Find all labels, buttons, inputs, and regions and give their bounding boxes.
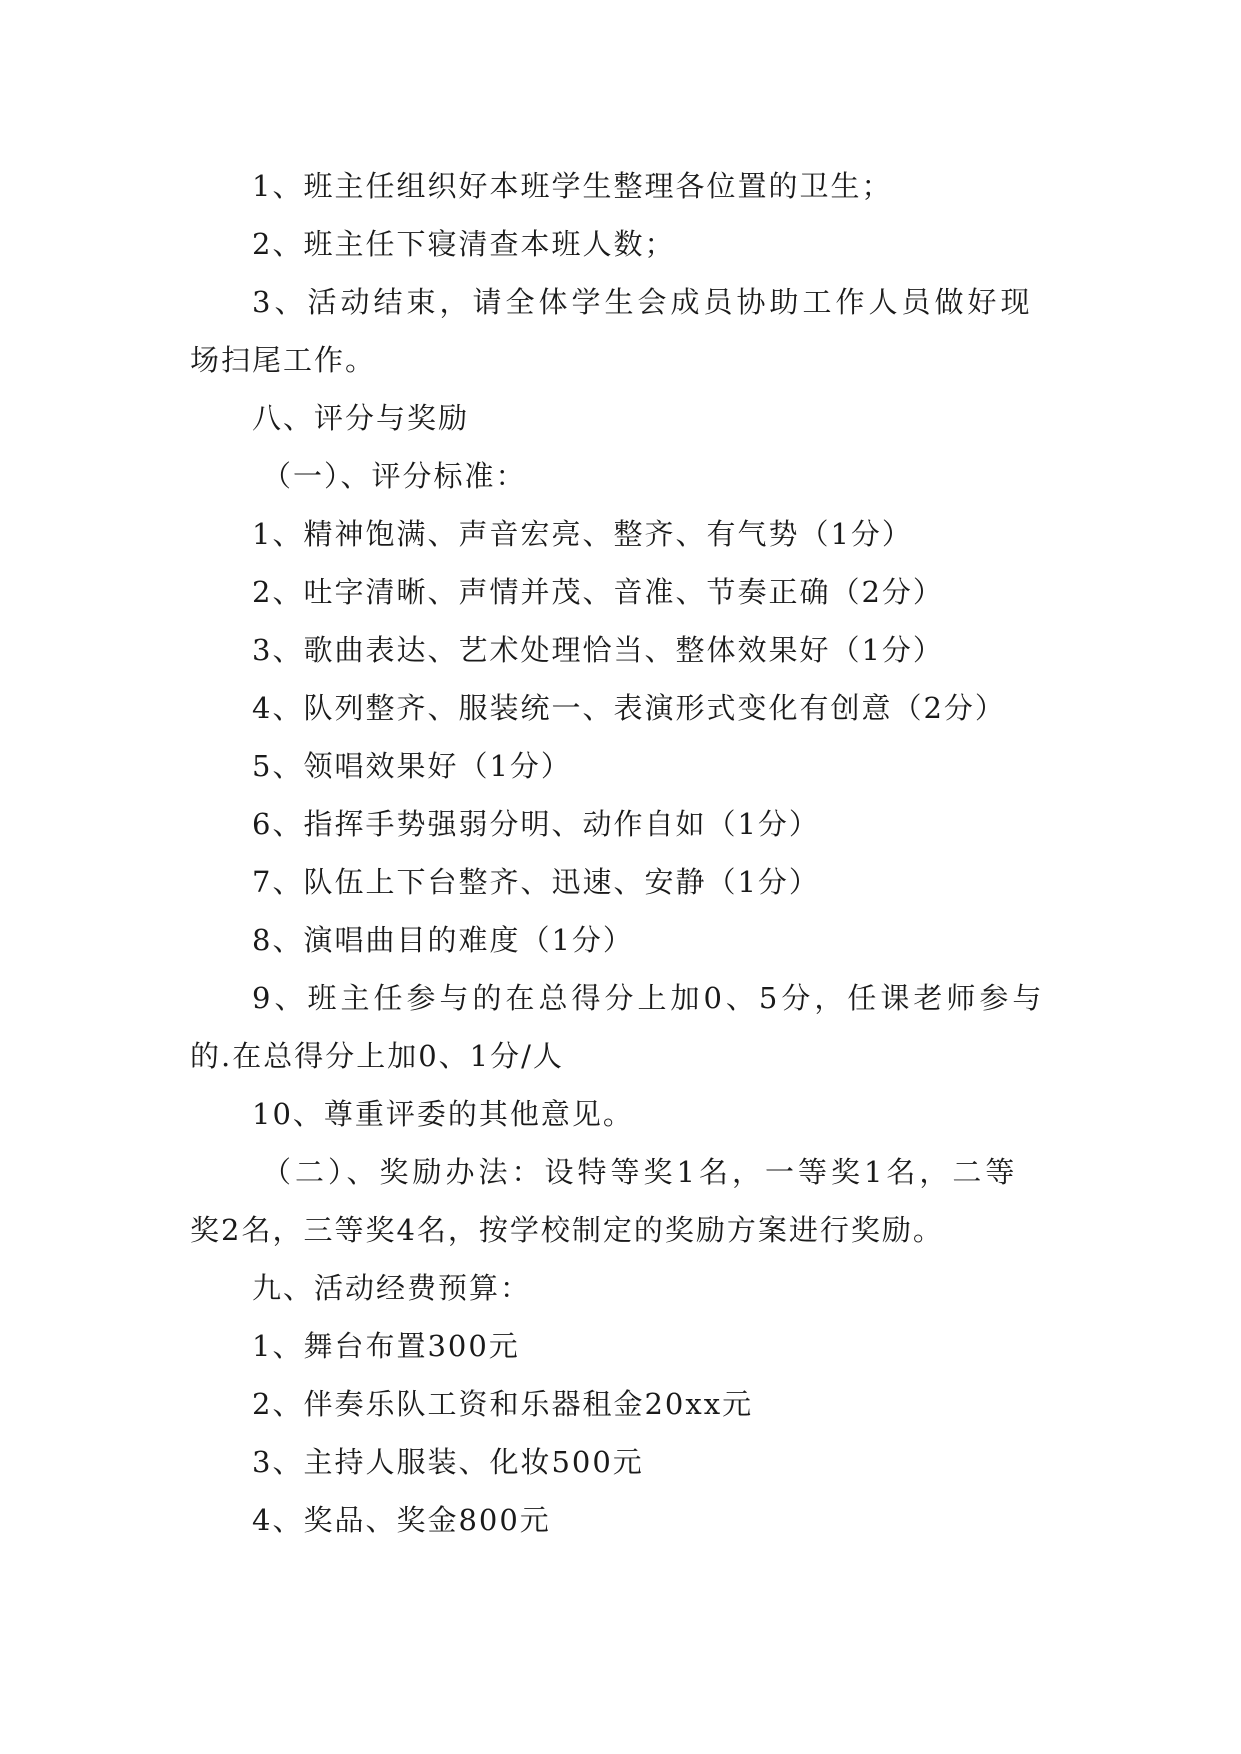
list-item: 1、舞台布置300元 (252, 1329, 520, 1363)
list-item: 4、奖品、奖金800元 (252, 1503, 551, 1537)
list-item: 2、伴奏乐队工资和乐器租金20xx元 (252, 1387, 754, 1421)
section-heading: 八、评分与奖励 (252, 401, 470, 435)
list-item: 7、队伍上下台整齐、迅速、安静（1分） (252, 865, 820, 899)
text-line: 场扫尾工作。 (190, 343, 377, 377)
section-heading: 九、活动经费预算： (252, 1271, 532, 1305)
list-item: 9、班主任参与的在总得分上加0、5分，任课老师参与 (252, 981, 1046, 1015)
list-item: 5、领唱效果好（1分） (252, 749, 572, 783)
text-line: 2、班主任下寝清查本班人数； (252, 227, 676, 261)
list-item: 3、主持人服装、化妆500元 (252, 1445, 644, 1479)
list-item: 4、队列整齐、服装统一、表演形式变化有创意（2分） (252, 691, 1006, 725)
list-item: 2、吐字清晰、声情并茂、音准、节奏正确（2分） (252, 575, 944, 609)
text-line: 的.在总得分上加0、1分/人 (190, 1039, 564, 1073)
text-line: 3、活动结束，请全体学生会成员协助工作人员做好现 (252, 285, 1034, 319)
subsection-heading: （二）、奖励办法：设特等奖1名，一等奖1名，二等 (262, 1155, 1019, 1189)
list-item: 8、演唱曲目的难度（1分） (252, 923, 634, 957)
list-item: 3、歌曲表达、艺术处理恰当、整体效果好（1分） (252, 633, 944, 667)
list-item: 10、尊重评委的其他意见。 (252, 1097, 634, 1131)
list-item: 1、精神饱满、声音宏亮、整齐、有气势（1分） (252, 517, 913, 551)
list-item: 6、指挥手势强弱分明、动作自如（1分） (252, 807, 820, 841)
text-line: 1、班主任组织好本班学生整理各位置的卫生； (252, 169, 893, 203)
subsection-heading: （一）、评分标准： (262, 459, 527, 493)
text-line: 奖2名，三等奖4名，按学校制定的奖励方案进行奖励。 (190, 1213, 944, 1247)
